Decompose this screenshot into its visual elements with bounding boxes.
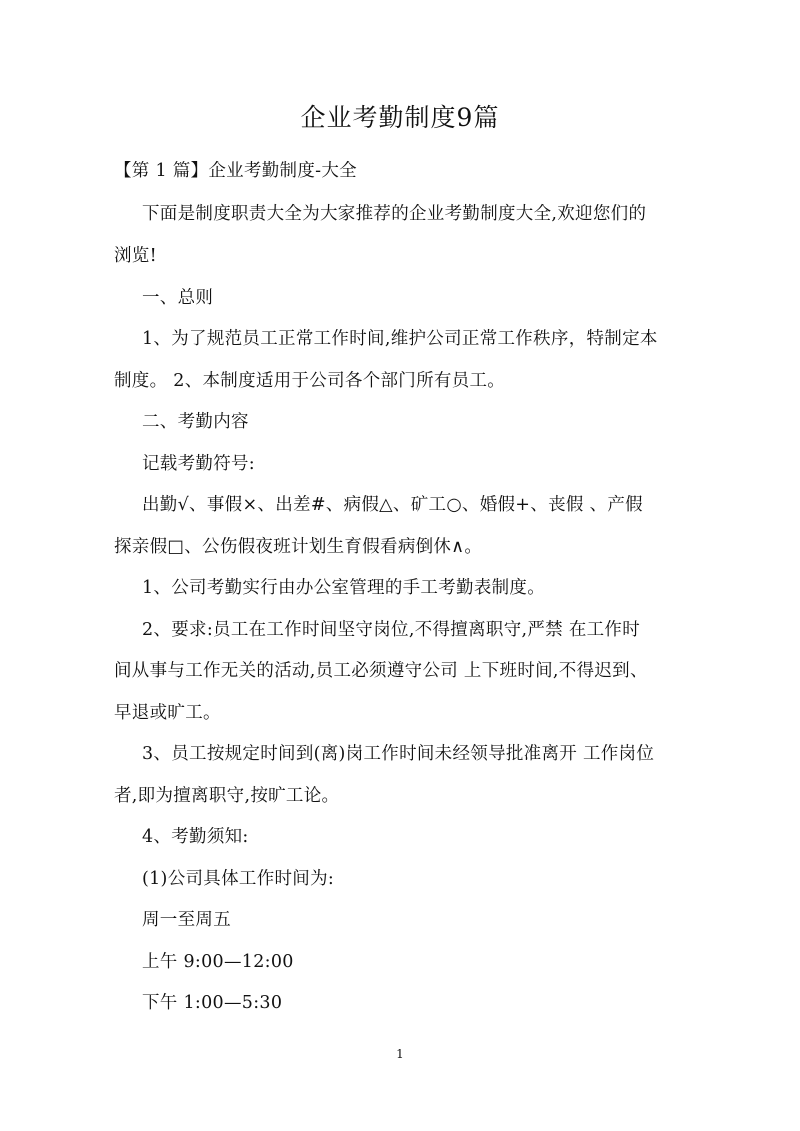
paragraph-line: 者,即为擅离职守,按旷工论。 (114, 786, 340, 806)
page-number: 1 (396, 1047, 404, 1061)
paragraph-line: 早退或旷工。 (114, 703, 221, 723)
section-heading: 一、总则 (142, 288, 214, 308)
paragraph-line: 出勤√、事假×、出差#、病假△、矿工○、婚假+、丧假 、产假 (142, 495, 643, 515)
paragraph-line: 制度。 2、本制度适用于公司各个部门所有员工。 (114, 371, 506, 391)
paragraph-line: 下面是制度职责大全为大家推荐的企业考勤制度大全,欢迎您们的 (142, 204, 647, 224)
paragraph-line: 间从事与工作无关的活动,员工必须遵守公司 上下班时间,不得迟到、 (114, 661, 648, 681)
paragraph-line: 下午 1:00—5:30 (142, 993, 283, 1013)
section-heading: 二、考勤内容 (142, 412, 249, 432)
paragraph-line: 1、为了规范员工正常工作时间,维护公司正常工作秩序，特制定本 (142, 329, 658, 349)
paragraph-line: 浏览! (114, 246, 157, 266)
paragraph-line: 3、员工按规定时间到(离)岗工作时间未经领导批准离开 工作岗位 (142, 744, 655, 764)
paragraph-line: 4、考勤须知: (142, 827, 249, 847)
paragraph-line: 1、公司考勤实行由办公室管理的手工考勤表制度。 (142, 578, 546, 598)
page-title: 企业考勤制度9篇 (300, 103, 500, 132)
paragraph-line: 记载考勤符号: (142, 454, 255, 474)
paragraph-line: 上午 9:00—12:00 (142, 952, 294, 972)
paragraph-line: 2、要求:员工在工作时间坚守岗位,不得擅离职守,严禁 在工作时 (142, 620, 641, 640)
section-heading: 【第 1 篇】企业考勤制度-大全 (114, 161, 357, 181)
paragraph-line: 周一至周五 (142, 910, 231, 930)
paragraph-line: 探亲假□、公伤假夜班计划生育假看病倒休∧。 (114, 537, 483, 557)
paragraph-line: (1)公司具体工作时间为: (142, 869, 335, 889)
